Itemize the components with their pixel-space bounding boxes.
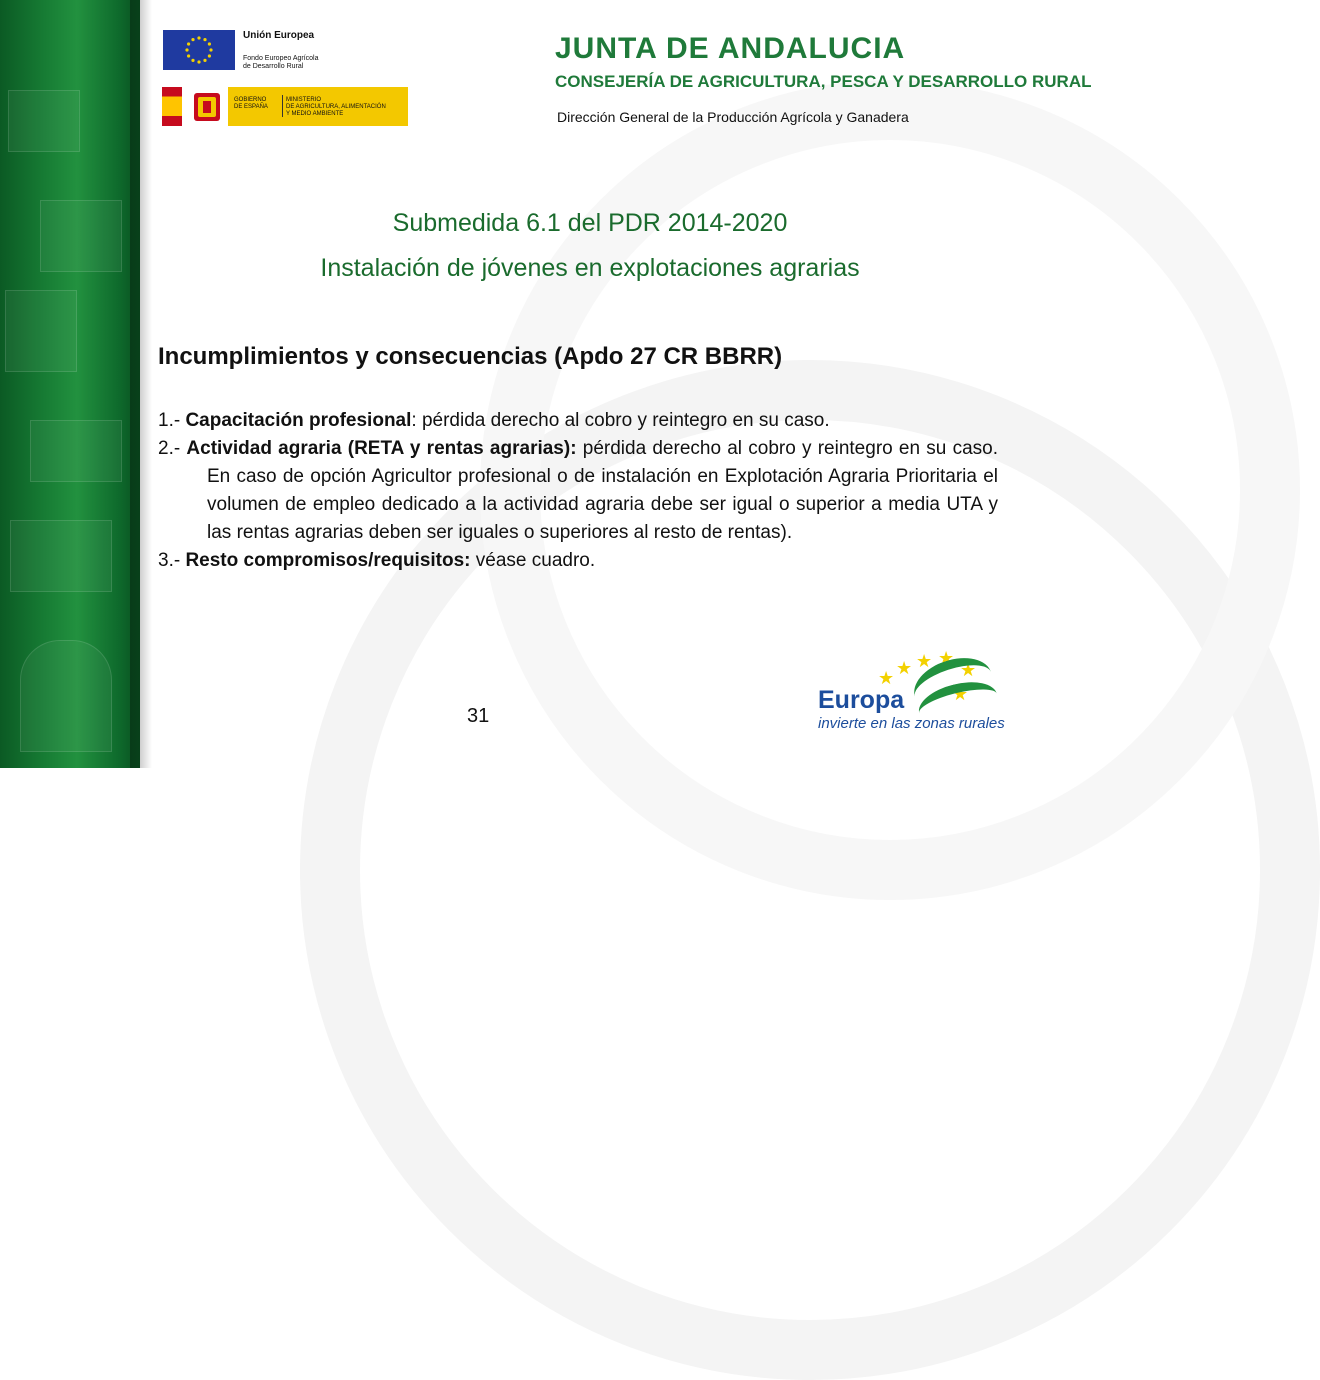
- sidebar-tile: [20, 640, 112, 752]
- item-text: pérdida derecho al cobro y reintegro en su caso. En caso de opción Agricultor profesional o de instalación en Explotación Agraria Prioritaria el volumen de empleo dedicado a la actividad agraria debe ser igual o superior a media UTA y las rentas agrarias deben ser iguales o superiores al resto de rentas).: [207, 438, 998, 543]
- item-bold: Capacitación profesional: [185, 410, 412, 431]
- eu-title: Unión Europea: [243, 30, 315, 41]
- item-number: 1.-: [158, 410, 186, 431]
- spain-flag-icon: [162, 87, 182, 126]
- divider: [282, 95, 283, 117]
- eu-fund-line2: de Desarrollo Rural: [243, 63, 304, 70]
- junta-logo-text: JUNTA DE ANDALUCIA: [555, 32, 906, 65]
- list-item: [158, 435, 998, 547]
- europa-invierte-logo: [818, 648, 1018, 738]
- government-text: [234, 97, 268, 111]
- europa-slogan: invierte en las zonas rurales: [818, 715, 1005, 732]
- item-bold: Actividad agraria (RETA y rentas agrarias):: [186, 438, 577, 459]
- sidebar-tile: [40, 200, 122, 272]
- gov-line2: DE ESPAÑA: [234, 104, 268, 110]
- eu-fund-text: [243, 55, 319, 71]
- ministry-line1: MINISTERIO: [286, 97, 322, 103]
- page-number: 31: [467, 705, 490, 727]
- item-text: : pérdida derecho al cobro y reintegro en su caso.: [411, 410, 830, 431]
- item-text: véase cuadro.: [470, 550, 596, 571]
- star-icon: ★: [960, 660, 977, 680]
- eu-fund-line1: Fondo Europeo Agrícola: [243, 55, 319, 62]
- sidebar-shadow: [130, 0, 152, 768]
- ministry-band: [228, 87, 408, 126]
- sidebar-tile: [5, 290, 77, 372]
- sidebar-tile: [30, 420, 122, 482]
- consejeria-text: CONSEJERÍA DE AGRICULTURA, PESCA Y DESARROLLO RURAL: [555, 72, 1092, 91]
- list-item: [158, 407, 998, 435]
- sidebar-decoration: [0, 0, 140, 768]
- europa-word: Europa: [818, 686, 905, 714]
- item-number: 2.-: [158, 438, 187, 459]
- item-number: 3.-: [158, 550, 186, 571]
- star-icon: ★: [938, 648, 955, 668]
- section-heading: Incumplimientos y consecuencias (Apdo 27 CR BBRR): [158, 343, 783, 370]
- gov-line1: GOBIERNO: [234, 97, 267, 103]
- star-icon: ★: [896, 658, 913, 678]
- eu-flag-icon: [163, 30, 235, 70]
- item-bold: Resto compromisos/requisitos:: [185, 550, 471, 571]
- ministry-line3: Y MEDIO AMBIENTE: [286, 111, 344, 117]
- star-icon: ★: [878, 668, 895, 688]
- spain-government-logo: [162, 87, 408, 126]
- ministry-line2: DE AGRICULTURA, ALIMENTACIÓN: [286, 104, 386, 110]
- sidebar-tile: [10, 520, 112, 592]
- list-item: [158, 547, 998, 575]
- star-icon: ★: [916, 651, 933, 671]
- direccion-general-text: Dirección General de la Producción Agrícola y Ganadera: [557, 109, 909, 125]
- slide-subtitle: Instalación de jóvenes en explotaciones agrarias: [320, 254, 860, 282]
- sidebar-tile: [8, 90, 80, 152]
- ministry-text: [286, 97, 386, 118]
- slide-title: Submedida 6.1 del PDR 2014-2020: [392, 209, 788, 237]
- consequences-list: [158, 407, 998, 575]
- coat-of-arms-icon: [188, 87, 226, 126]
- star-icon: ★: [952, 684, 969, 704]
